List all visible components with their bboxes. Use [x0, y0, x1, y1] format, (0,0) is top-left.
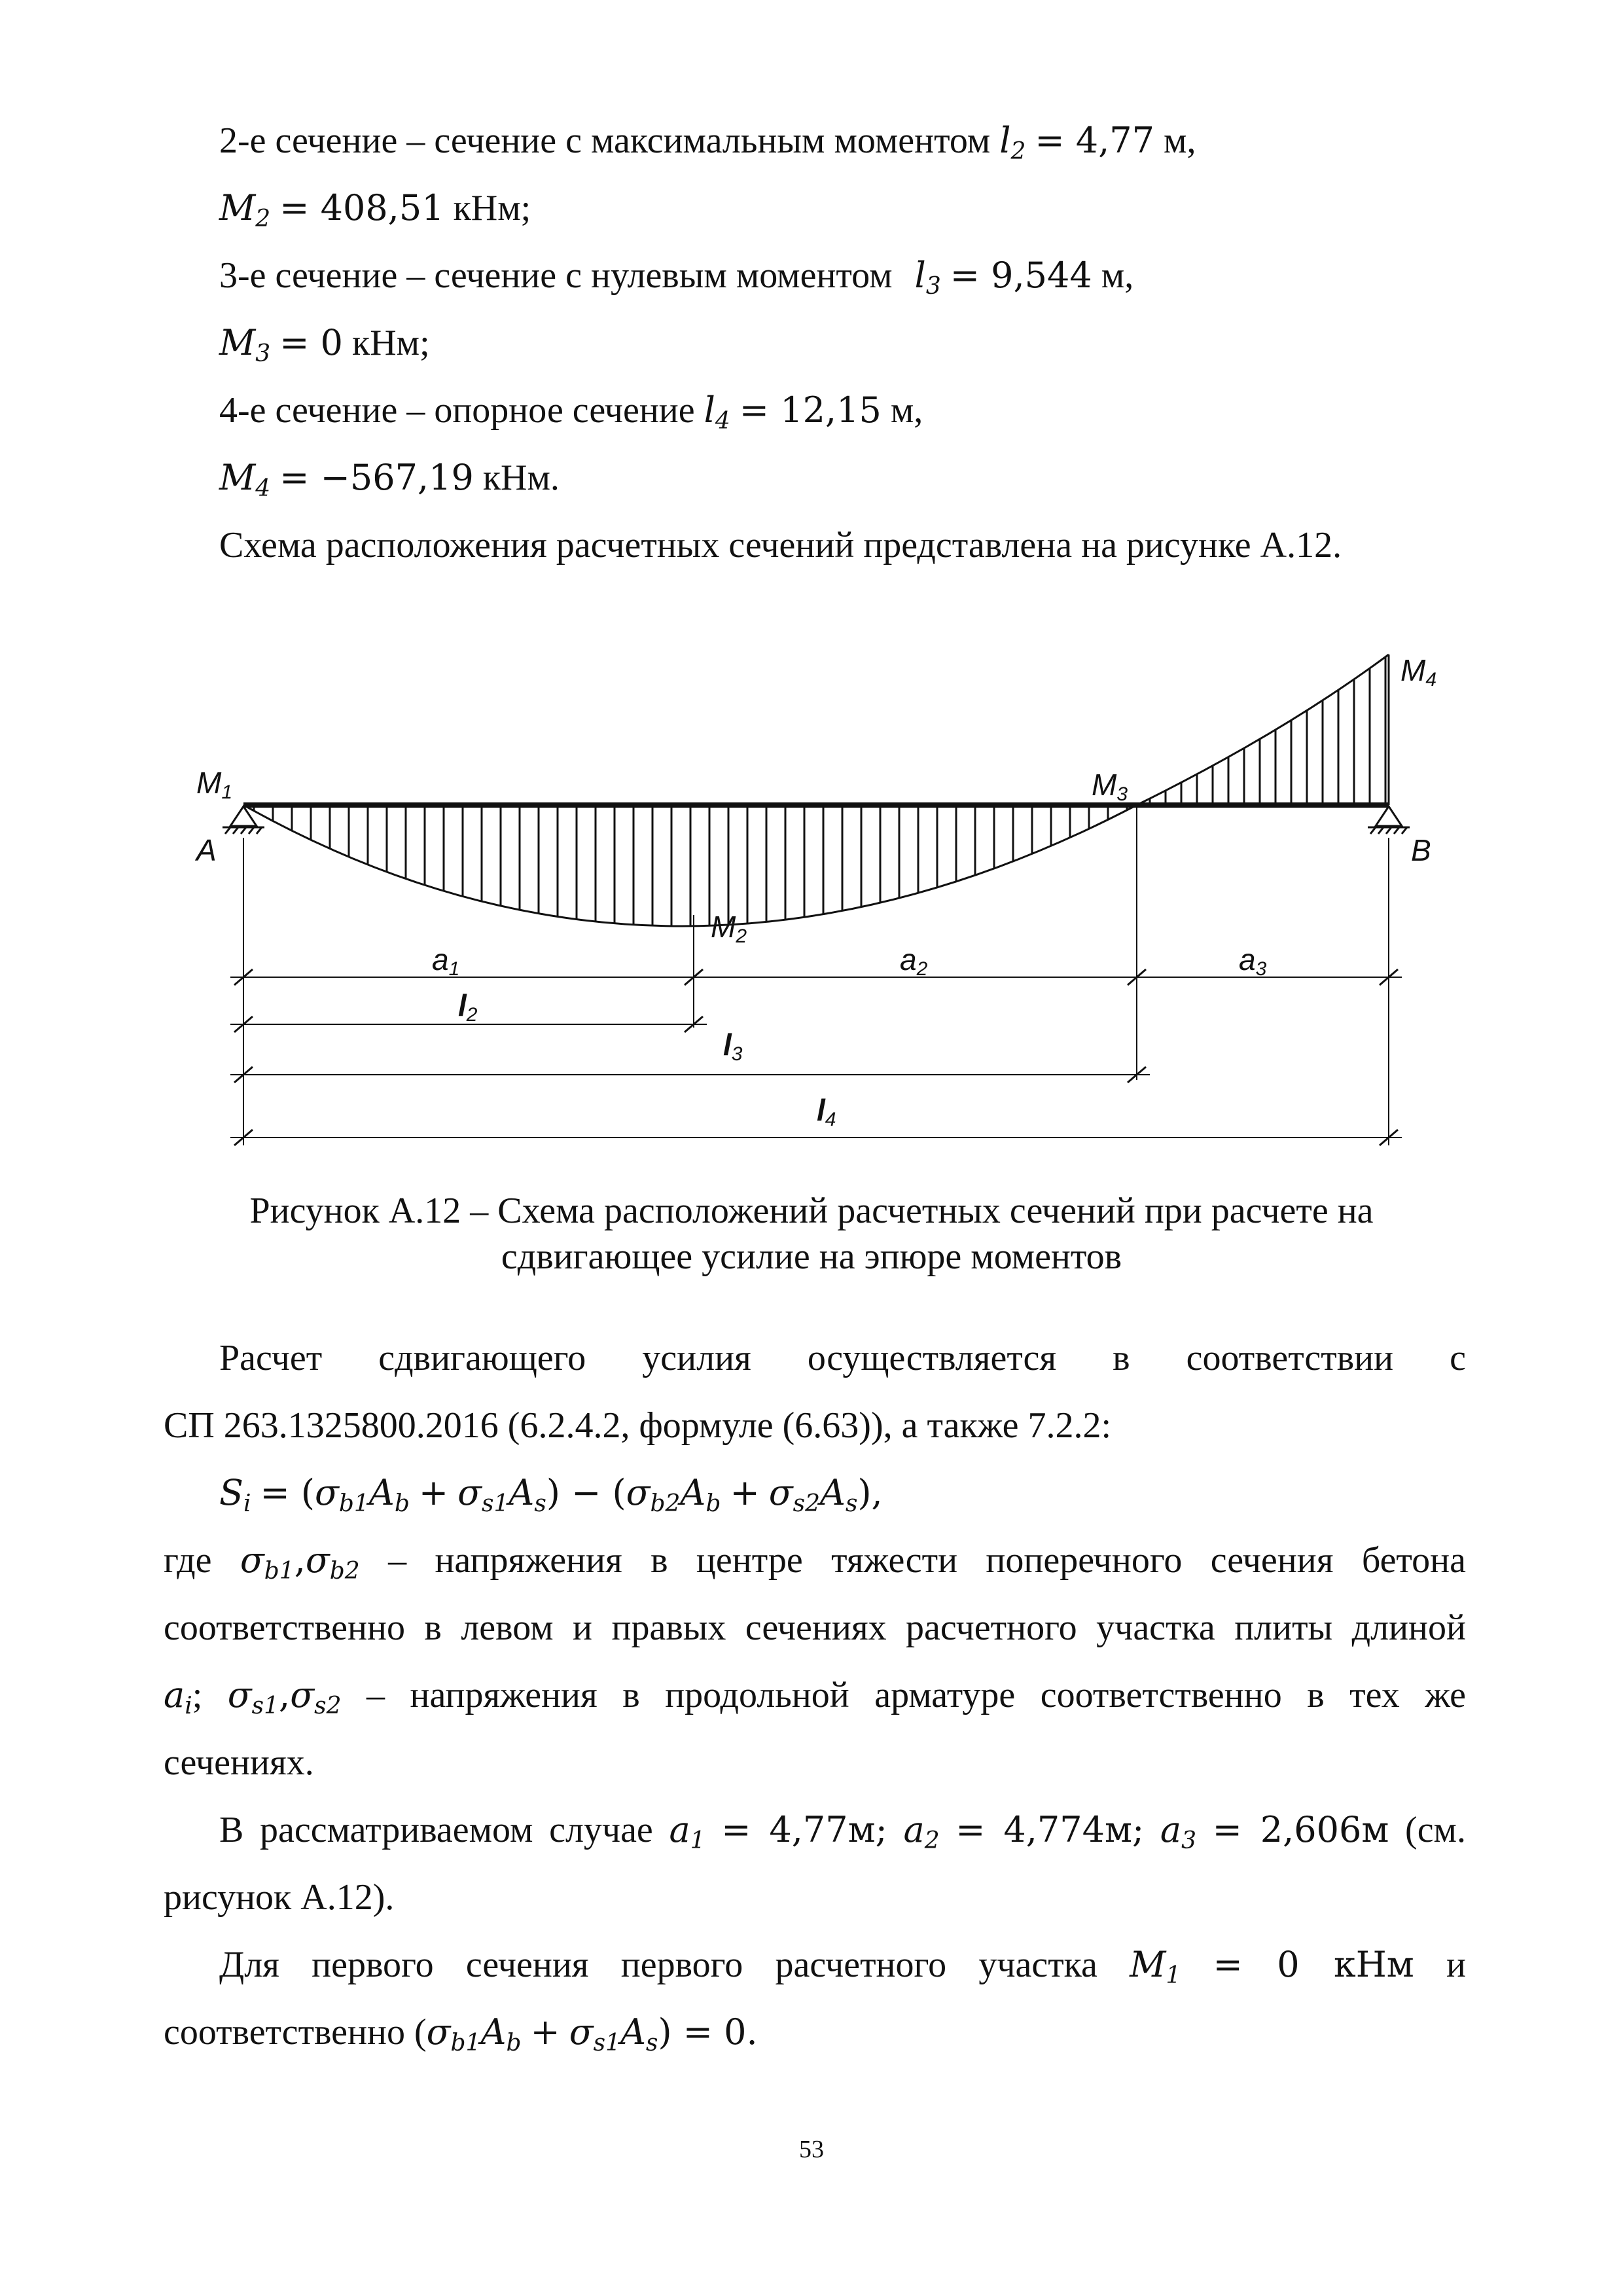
- text: соответственно (: [164, 2012, 427, 2053]
- hogging-moment-curve: [1137, 655, 1389, 805]
- label-M1: M1: [196, 766, 233, 803]
- var-M: M: [219, 457, 256, 498]
- var-a: a: [669, 1809, 690, 1850]
- var-a: a: [903, 1809, 925, 1850]
- sigma: σ: [305, 1539, 330, 1581]
- var-A: A: [368, 1472, 395, 1513]
- para2-line1: [164, 1537, 1466, 1594]
- var-A: A: [819, 1472, 846, 1513]
- para1-line1: Расчет сдвигающего усилия осуществляется в соответствии с: [219, 1338, 1466, 1378]
- text: (см.: [1405, 1810, 1466, 1850]
- var-l: l: [914, 255, 926, 296]
- sigma: σ: [240, 1539, 264, 1581]
- label-M4: M4: [1400, 653, 1437, 691]
- subscript: s1: [482, 1490, 509, 1517]
- subscript: 4: [255, 475, 271, 502]
- var-A: A: [480, 2011, 507, 2053]
- value: = 9,544: [950, 255, 1092, 296]
- value: = 0: [279, 322, 343, 363]
- support-b: [1368, 806, 1410, 834]
- subscript: s2: [793, 1490, 820, 1517]
- subscript: 3: [925, 273, 941, 300]
- line-section-3: [219, 253, 1133, 310]
- operator: ) = 0.: [658, 2011, 758, 2053]
- operator: +: [418, 1472, 449, 1513]
- unit: м,: [1164, 120, 1196, 161]
- label-l2: l2: [458, 988, 478, 1026]
- var-A: A: [508, 1472, 535, 1513]
- text: где: [164, 1540, 212, 1581]
- sigma: σ: [315, 1472, 339, 1513]
- subscript: s: [534, 1490, 546, 1517]
- unit: кНм.: [482, 457, 560, 498]
- para4-line2: [164, 2009, 758, 2066]
- para3-line1: [219, 1807, 1466, 1864]
- subscript: s: [646, 2030, 658, 2056]
- figure-caption-line-2: сдвигающее усилие на эпюре моментов: [501, 1236, 1122, 1277]
- para1-line2: СП 263.1325800.2016 (6.2.4.2, формуле (6.63)), а также 7.2.2:: [164, 1405, 1112, 1446]
- subscript: s1: [251, 1693, 279, 1719]
- sigma: σ: [457, 1472, 482, 1513]
- label-a2: a2: [900, 942, 928, 980]
- support-a: [223, 806, 264, 834]
- para2-line2: соответственно в левом и правых сечениях расчетного участка плиты длиной: [164, 1607, 1466, 1648]
- var-S: S: [219, 1472, 243, 1513]
- value: = 4,774м;: [955, 1809, 1145, 1850]
- label-a1: a1: [432, 942, 460, 980]
- sigma: σ: [426, 2011, 451, 2053]
- comma: ,: [279, 1674, 291, 1715]
- subscript: b: [394, 1490, 410, 1517]
- line-moment-4: [219, 455, 560, 512]
- operator: +: [530, 2011, 560, 2053]
- subscript: i: [185, 1693, 192, 1719]
- moment-diagram-figure: [0, 628, 1623, 1152]
- label-B: B: [1411, 833, 1431, 867]
- sigma: σ: [569, 2011, 594, 2053]
- var-a: a: [1160, 1809, 1182, 1850]
- unit: м,: [890, 390, 923, 431]
- value: = 2,606м: [1212, 1809, 1389, 1850]
- dimension-lines: [230, 977, 1402, 1138]
- subscript: 1: [690, 1827, 705, 1854]
- sigma: σ: [626, 1472, 651, 1513]
- var-A: A: [620, 2011, 646, 2053]
- var-l: l: [704, 389, 715, 431]
- subscript: b2: [650, 1490, 681, 1517]
- unit: м,: [1101, 255, 1134, 296]
- subscript: 4: [715, 408, 730, 435]
- line-section-4: [219, 387, 923, 444]
- var-M: M: [1130, 1944, 1166, 1985]
- value: = 4,77м;: [721, 1809, 887, 1850]
- subscript: b1: [338, 1490, 369, 1517]
- subscript: 3: [255, 340, 271, 367]
- text: и: [1446, 1945, 1467, 1985]
- unit: кНм;: [453, 188, 531, 228]
- subscript: s: [845, 1490, 858, 1517]
- text: – напряжения в центре тяжести поперечного сечения бетона: [388, 1540, 1466, 1581]
- unit: кНм;: [351, 323, 430, 363]
- sagging-moment-hatching: [254, 804, 1127, 929]
- line-moment-2: [219, 185, 531, 242]
- subscript: b1: [264, 1558, 294, 1585]
- comma: ,: [294, 1539, 306, 1581]
- value: = 12,15: [739, 389, 882, 431]
- text: Для первого сечения первого расчетного участка: [219, 1945, 1097, 1985]
- var-M: M: [219, 322, 256, 363]
- label-M3: M3: [1092, 768, 1128, 805]
- subscript: 2: [1010, 138, 1026, 165]
- operator: ),: [857, 1472, 883, 1513]
- operator: ) − (: [546, 1472, 626, 1513]
- text: 4-е сечение – опорное сечение: [219, 390, 695, 431]
- subscript: 2: [924, 1827, 940, 1854]
- text: – напряжения в продольной арматуре соответственно в тех же: [366, 1675, 1467, 1715]
- label-M2: M2: [711, 910, 747, 947]
- subscript: 1: [1166, 1962, 1181, 1989]
- subscript: 3: [1181, 1827, 1196, 1854]
- value: = 408,51: [279, 187, 444, 228]
- para2-line3: [164, 1672, 1466, 1729]
- para4-line1: [219, 1942, 1466, 1999]
- subscript: s1: [593, 2030, 620, 2056]
- subscript: b: [506, 2030, 522, 2056]
- var-A: A: [680, 1472, 706, 1513]
- hogging-moment-hatching: [1150, 648, 1385, 806]
- sigma: σ: [768, 1472, 793, 1513]
- line-section-2: [219, 118, 1196, 175]
- subscript: i: [243, 1490, 251, 1517]
- value: = 0 кНм: [1213, 1944, 1414, 1985]
- line-figure-reference: Схема расположения расчетных сечений представлена на рисунке А.12.: [219, 525, 1342, 565]
- value: = −567,19: [279, 457, 474, 498]
- var-a: a: [164, 1674, 185, 1715]
- line-moment-3: [219, 320, 430, 377]
- subscript: s2: [314, 1693, 342, 1719]
- text: В рассматриваемом случае: [219, 1810, 653, 1850]
- label-l4: l4: [817, 1093, 836, 1130]
- subscript: 2: [255, 206, 271, 232]
- subscript: b2: [329, 1558, 360, 1585]
- label-A: A: [196, 833, 217, 867]
- text: 2-е сечение – сечение с максимальным моментом: [219, 120, 991, 161]
- shear-force-formula: [219, 1470, 883, 1527]
- subscript: b1: [450, 2030, 481, 2056]
- para3-line2: рисунок А.12).: [164, 1877, 395, 1918]
- figure-caption-line-1: Рисунок А.12 – Схема расположений расчетных сечений при расчете на: [249, 1191, 1374, 1231]
- para2-line4: сечениях.: [164, 1742, 314, 1783]
- sigma: σ: [290, 1674, 315, 1715]
- label-a3: a3: [1239, 942, 1267, 980]
- label-l3: l3: [723, 1028, 743, 1065]
- value: = 4,77: [1035, 120, 1155, 161]
- dimension-ticks: [234, 969, 1398, 1145]
- operator: = (: [260, 1472, 315, 1513]
- operator: +: [730, 1472, 760, 1513]
- var-M: M: [219, 187, 256, 228]
- var-l: l: [999, 120, 1011, 161]
- page-number: 53: [799, 2136, 824, 2163]
- extension-lines: [243, 806, 1389, 1145]
- text: 3-е сечение – сечение с нулевым моментом: [219, 255, 893, 296]
- semicolon: ;: [192, 1675, 203, 1715]
- subscript: b: [705, 1490, 721, 1517]
- sigma: σ: [227, 1674, 252, 1715]
